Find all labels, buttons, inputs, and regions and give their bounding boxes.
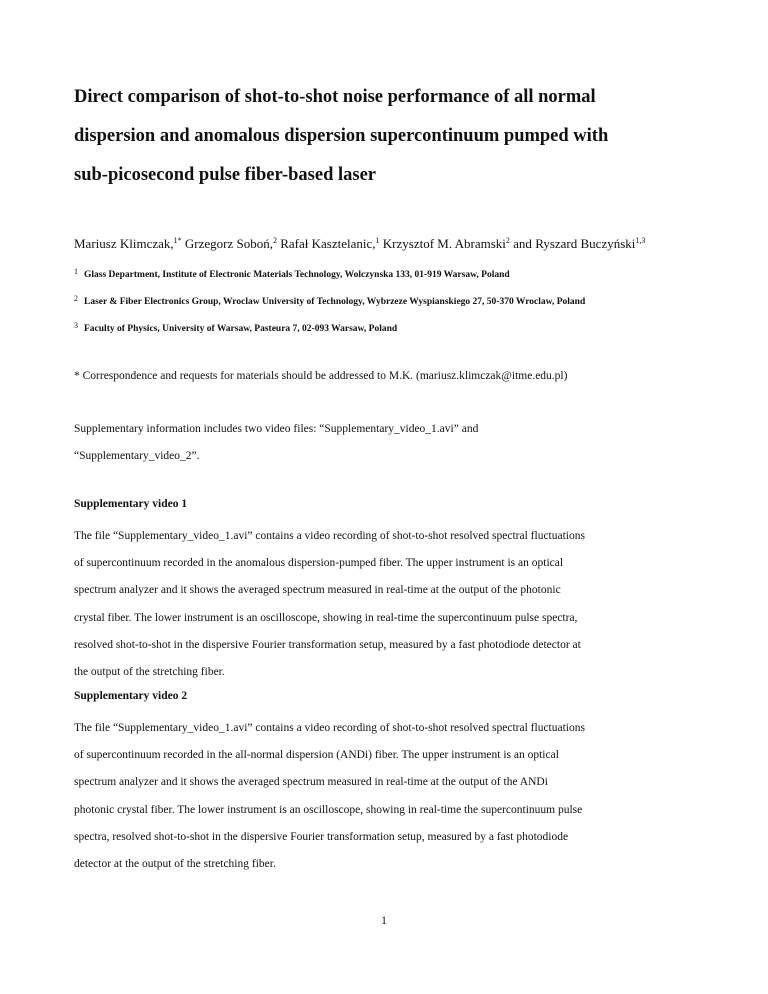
author-affiliation-mark: 1* bbox=[173, 236, 182, 245]
text-line: spectrum analyzer and it shows the averaged spectrum measured in real-time at the output of the ANDi bbox=[74, 776, 548, 789]
text-line: The file “Supplementary_video_1.avi” contains a video recording of shot-to-shot resolved spectral fluctuations bbox=[74, 722, 585, 734]
correspondence-note: * Correspondence and requests for materials should be addressed to M.K. (mariusz.klimczak@itme.edu.pl) bbox=[74, 370, 568, 382]
page-number: 1 bbox=[381, 915, 387, 927]
text-line: detector at the output of the stretching fiber. bbox=[74, 858, 276, 871]
affiliation bbox=[74, 320, 754, 335]
text-line: Supplementary information includes two video files: “Supplementary_video_1.avi” and bbox=[74, 423, 479, 435]
author-name: Ryszard Buczyński bbox=[535, 236, 636, 251]
title-line: Direct comparison of shot-to-shot noise performance of all normal bbox=[74, 87, 596, 107]
affiliation-text: Laser & Fiber Electronics Group, Wroclaw University of Technology, Wybrzeze Wyspianskiego 27, 50-370 Wroclaw, Poland bbox=[84, 297, 586, 307]
text-line: the output of the stretching fiber. bbox=[74, 666, 225, 679]
author-name: Grzegorz Soboń, bbox=[184, 236, 273, 251]
text-line: The file “Supplementary_video_1.avi” contains a video recording of shot-to-shot resolved spectral fluctuations bbox=[74, 530, 585, 542]
text-line: spectra, resolved shot-to-shot in the dispersive Fourier transformation setup, measured by a fast photodiode bbox=[74, 830, 569, 843]
text-line: of supercontinuum recorded in the anomalous dispersion-pumped fiber. The upper instrument is an optical bbox=[74, 557, 564, 570]
author-list bbox=[74, 236, 734, 252]
text-line: photonic crystal fiber. The lower instrument is an oscilloscope, showing in real-time the supercontinuum pulse bbox=[74, 803, 583, 816]
text-line: resolved shot-to-shot in the dispersive Fourier transformation setup, measured by a fast photodiode detector at bbox=[74, 638, 581, 651]
author-affiliation-mark: 2 bbox=[505, 236, 510, 245]
affiliation bbox=[74, 266, 754, 281]
section-heading-video-2: Supplementary video 2 bbox=[74, 690, 188, 702]
text-line: “Supplementary_video_2”. bbox=[74, 450, 200, 463]
affiliation bbox=[74, 293, 754, 308]
author-affiliation-mark: 1 bbox=[375, 236, 380, 245]
section-paragraph-video-1 bbox=[74, 523, 714, 686]
text-line: spectrum analyzer and it shows the averaged spectrum measured in real-time at the output of the photonic bbox=[74, 584, 561, 597]
author-affiliation-mark: 1,3 bbox=[635, 236, 646, 245]
text-line: crystal fiber. The lower instrument is an oscilloscope, showing in real-time the supercontinuum pulse spectra, bbox=[74, 611, 578, 624]
affiliation-text: Faculty of Physics, University of Warsaw, Pasteura 7, 02-093 Warsaw, Poland bbox=[84, 324, 398, 334]
paper-title bbox=[74, 78, 714, 195]
intro-paragraph bbox=[74, 416, 714, 470]
author-joiner: and bbox=[513, 236, 532, 251]
affiliation-number: 2 bbox=[74, 294, 78, 303]
section-paragraph-video-2 bbox=[74, 715, 714, 878]
author-name: Krzysztof M. Abramski bbox=[382, 236, 506, 251]
title-line: dispersion and anomalous dispersion supercontinuum pumped with bbox=[74, 126, 609, 146]
text-line: of supercontinuum recorded in the all-normal dispersion (ANDi) fiber. The upper instrument is an optical bbox=[74, 749, 559, 762]
affiliation-text: Glass Department, Institute of Electronic Materials Technology, Wolczynska 133, 01-919 Warsaw, Poland bbox=[84, 270, 510, 280]
affiliation-number: 3 bbox=[74, 321, 78, 330]
author-affiliation-mark: 2 bbox=[272, 236, 277, 245]
affiliation-number: 1 bbox=[74, 267, 78, 276]
section-heading-video-1: Supplementary video 1 bbox=[74, 498, 188, 510]
author-name: Mariusz Klimczak, bbox=[74, 236, 174, 251]
author-name: Rafał Kasztelanic, bbox=[280, 236, 376, 251]
title-line: sub-picosecond pulse fiber-based laser bbox=[74, 165, 377, 185]
